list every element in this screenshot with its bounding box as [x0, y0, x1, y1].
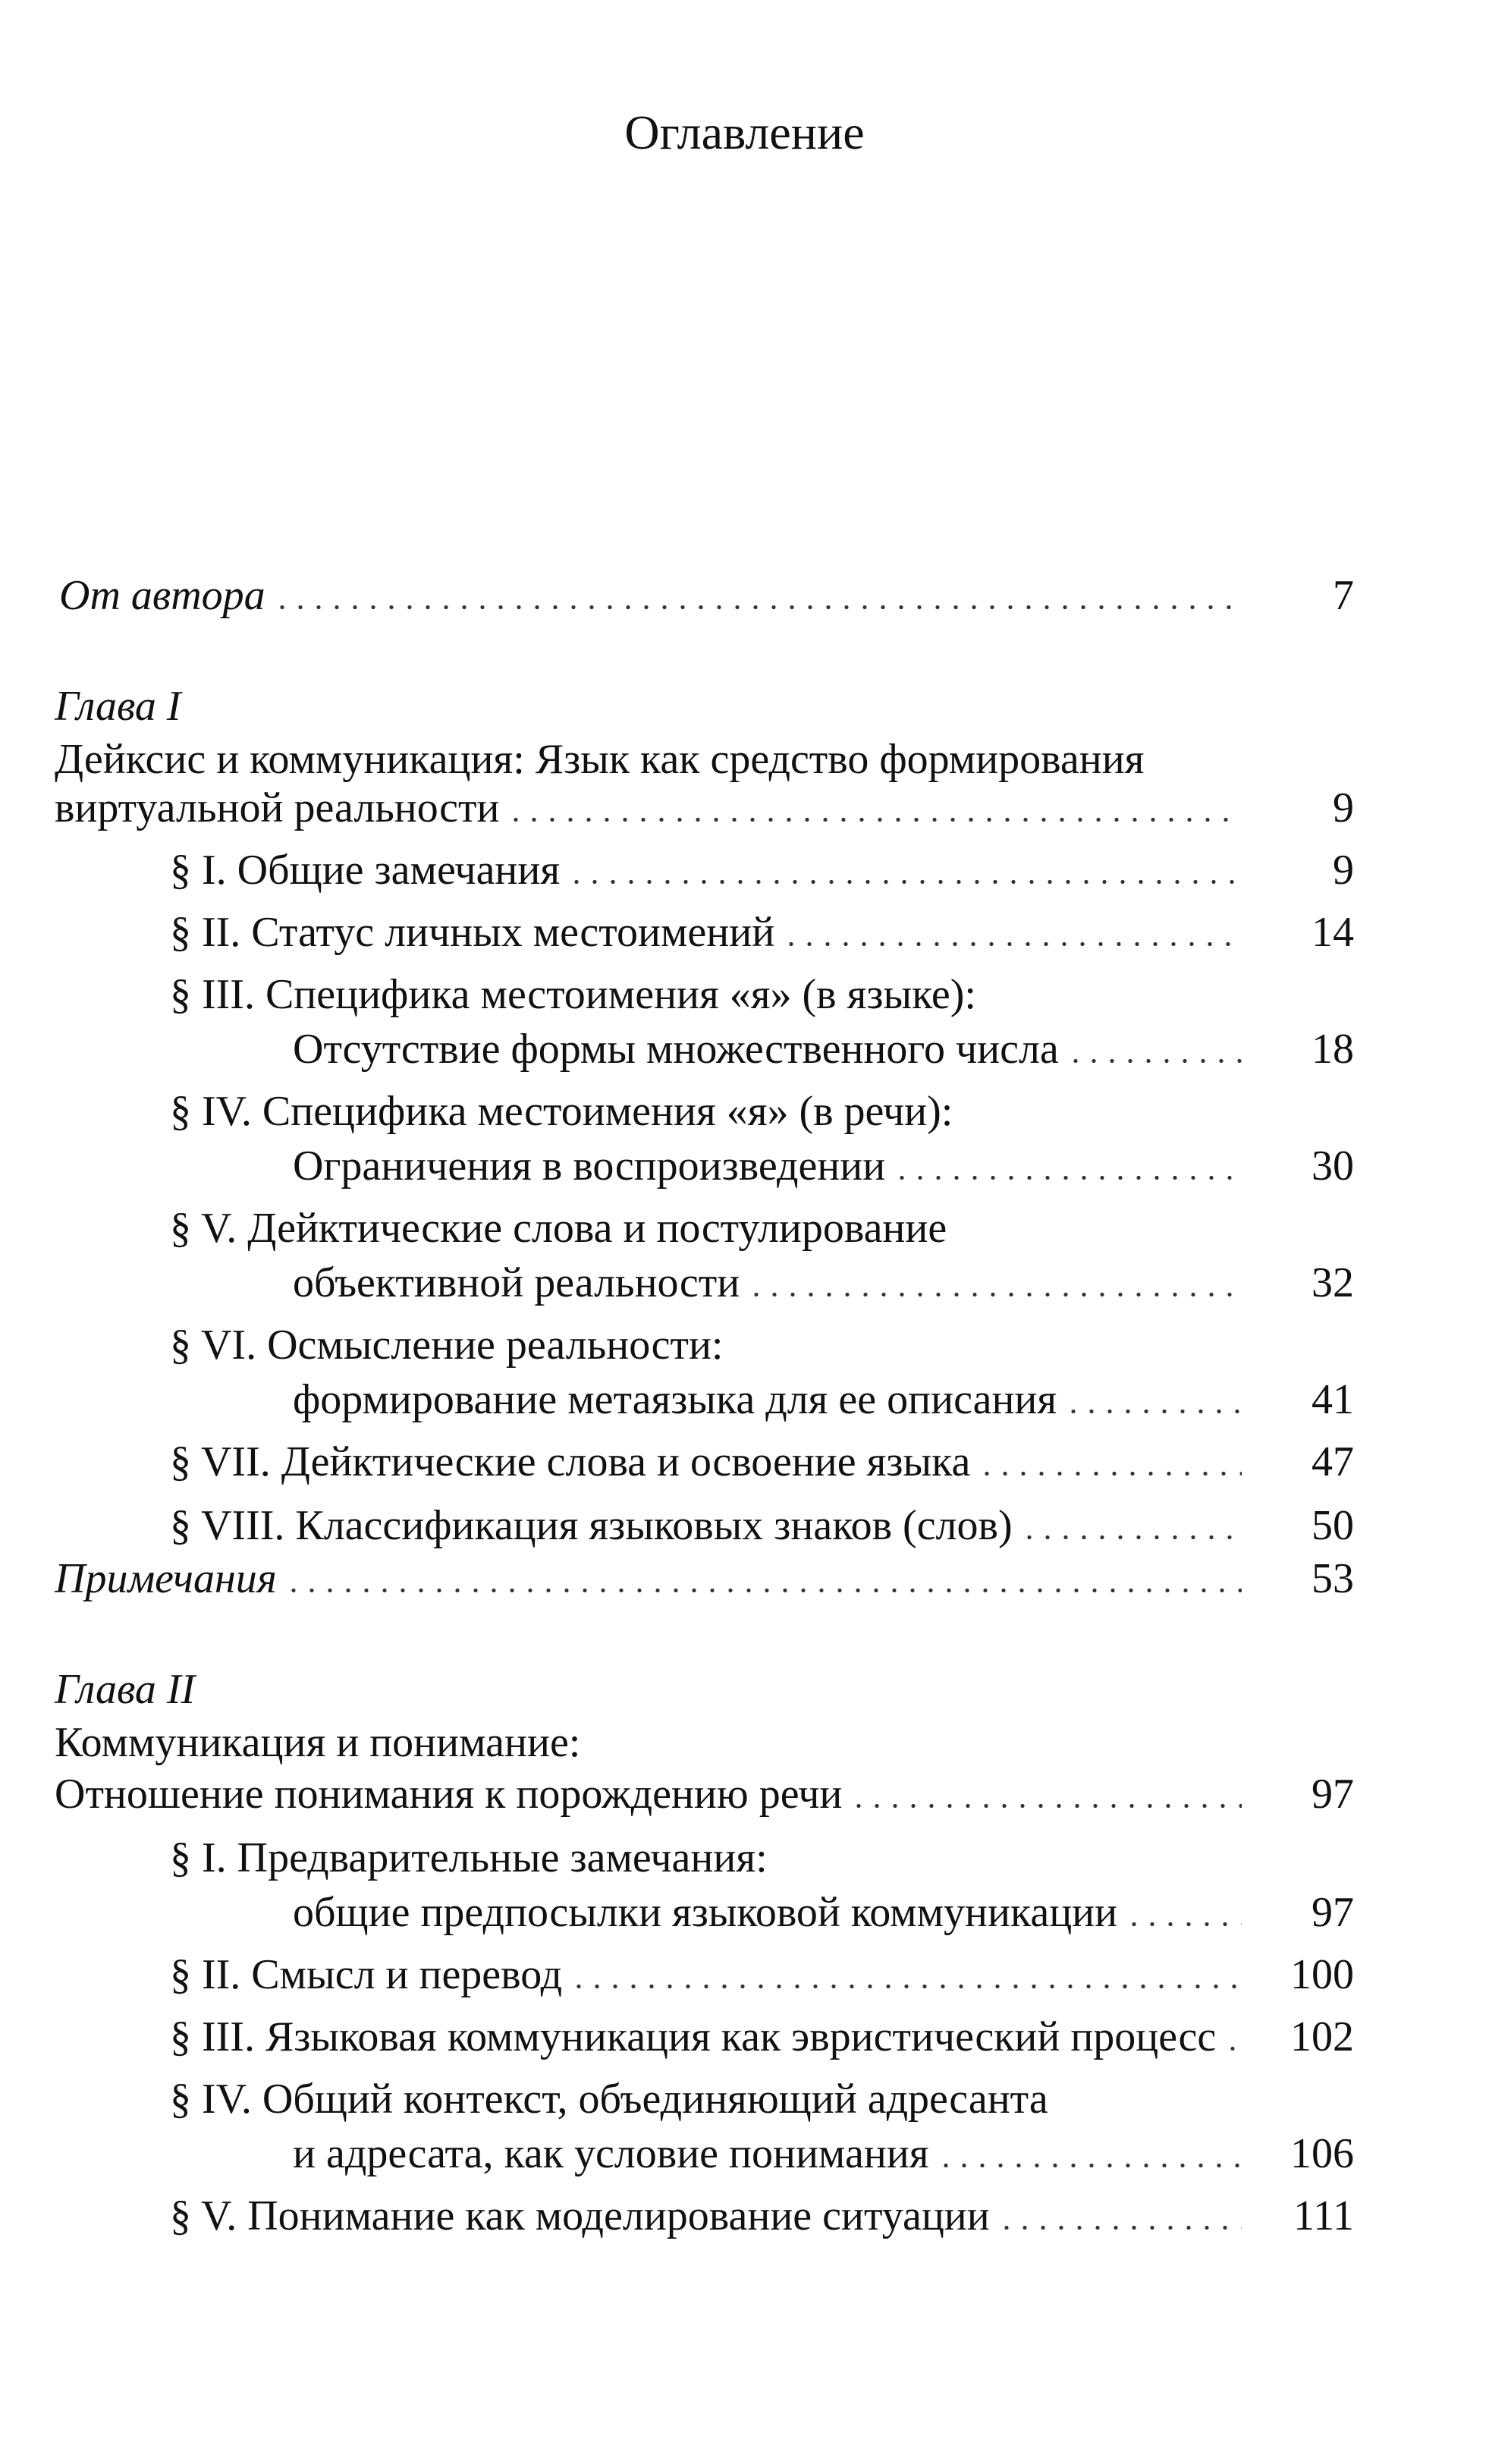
chapter-title-line: Отношение понимания к порождению речи	[55, 1771, 843, 1818]
section-title-continuation: формирование метаязыка для ее описания	[293, 1376, 1057, 1423]
toc-page-number: 7	[1333, 572, 1354, 619]
toc-entry-chapter-2[interactable]	[0, 1762, 1489, 1827]
page-title: Оглавление	[624, 105, 865, 159]
toc-entry-section[interactable]	[0, 1133, 1489, 1199]
dot-leader	[507, 818, 1242, 822]
toc-page-number: 102	[1290, 2013, 1354, 2060]
toc-entry-notes[interactable]	[0, 1546, 1489, 1611]
section-title-line: § IV. Общий контекст, объединяющий адресанта	[170, 2076, 1048, 2123]
section-title-continuation: общие предпосылки языковой коммуникации	[293, 1889, 1118, 1936]
section-title: § V. Понимание как моделирование ситуации	[170, 2192, 990, 2239]
dot-leader	[567, 880, 1242, 884]
dot-leader	[570, 1985, 1242, 1988]
section-title: § II. Смысл и перевод	[170, 1951, 563, 1998]
toc-entry-section[interactable]	[0, 1942, 1489, 2007]
dot-leader	[1224, 2047, 1242, 2051]
section-title-continuation: Ограничения в воспроизведении	[293, 1142, 886, 1190]
dot-leader	[1020, 1535, 1242, 1539]
toc-entry-section[interactable]	[0, 1880, 1489, 1945]
toc-page-number: 53	[1312, 1555, 1354, 1602]
toc-page-number: 9	[1333, 847, 1354, 894]
toc-entry-section[interactable]	[0, 1017, 1489, 1082]
section-title-continuation: Отсутствие формы множественного числа	[293, 1026, 1059, 1073]
toc-page-number: 18	[1312, 1026, 1354, 1073]
toc-entry-section[interactable]	[0, 2183, 1489, 2249]
toc-page-number: 97	[1312, 1771, 1354, 1818]
section-title: § III. Языковая коммуникация как эвристический процесс	[170, 2013, 1217, 2060]
toc-entry-label: От автора	[59, 572, 265, 619]
dot-leader	[1125, 1922, 1242, 1926]
toc-entry-section[interactable]	[0, 2121, 1489, 2186]
dot-leader	[937, 2164, 1242, 2167]
chapter-label: Глава I	[55, 683, 181, 730]
chapter-title-line: виртуальной реальности	[55, 784, 500, 831]
toc-entry-section[interactable]	[0, 1429, 1489, 1494]
toc-entry-section[interactable]	[0, 900, 1489, 965]
dot-leader	[782, 942, 1242, 946]
section-title-line: § I. Предварительные замечания:	[170, 1834, 768, 1881]
toc-page-number: 47	[1312, 1438, 1354, 1485]
section-title: § II. Статус личных местоимений	[170, 909, 775, 956]
section-title-line: § VI. Осмысление реальности:	[170, 1322, 724, 1369]
section-title-continuation: объективной реальности	[293, 1259, 740, 1306]
toc-page-number: 32	[1312, 1259, 1354, 1306]
toc-page-number: 14	[1312, 909, 1354, 956]
toc-page-number: 30	[1312, 1142, 1354, 1190]
section-title: § VII. Дейктические слова и освоение языка	[170, 1438, 971, 1485]
chapter-label: Глава II	[55, 1666, 196, 1713]
dot-leader	[893, 1176, 1242, 1180]
toc-page-number: 50	[1312, 1502, 1354, 1549]
section-title-continuation: и адресата, как условие понимания	[293, 2130, 929, 2177]
chapter-title-line: Дейксис и коммуникация: Язык как средство формирования	[55, 736, 1145, 783]
toc-page-number: 9	[1333, 784, 1354, 831]
dot-leader	[273, 605, 1242, 609]
toc-entry-section[interactable]	[0, 838, 1489, 903]
toc-page-number: 41	[1312, 1376, 1354, 1423]
toc-entry-section[interactable]	[0, 1367, 1489, 1432]
dot-leader	[997, 2226, 1242, 2230]
toc-page-number: 106	[1290, 2130, 1354, 2177]
toc-entry-section[interactable]	[0, 2004, 1489, 2070]
toc-entry-section[interactable]	[0, 1250, 1489, 1315]
dot-leader	[1064, 1410, 1242, 1413]
section-title: § I. Общие замечания	[170, 847, 561, 894]
dot-leader	[978, 1472, 1242, 1476]
dot-leader	[747, 1293, 1242, 1296]
toc-entry-chapter-1[interactable]	[0, 775, 1489, 841]
dot-leader	[850, 1804, 1242, 1808]
section-title-line: § V. Дейктические слова и постулирование	[170, 1205, 947, 1252]
toc-entry-label: Примечания	[55, 1555, 277, 1602]
section-title-line: § IV. Специфика местоимения «я» (в речи):	[170, 1088, 953, 1135]
toc-entry-preface[interactable]	[0, 563, 1489, 628]
toc-page-number: 97	[1312, 1889, 1354, 1936]
section-title: § VIII. Классификация языковых знаков (слов)	[170, 1502, 1013, 1549]
section-title-line: § III. Специфика местоимения «я» (в языке):	[170, 971, 976, 1018]
dot-leader	[1066, 1059, 1242, 1063]
dot-leader	[284, 1589, 1242, 1592]
toc-page-number: 100	[1290, 1951, 1354, 1998]
toc-page-number: 111	[1293, 2192, 1354, 2239]
chapter-title-line: Коммуникация и понимание:	[55, 1719, 581, 1766]
